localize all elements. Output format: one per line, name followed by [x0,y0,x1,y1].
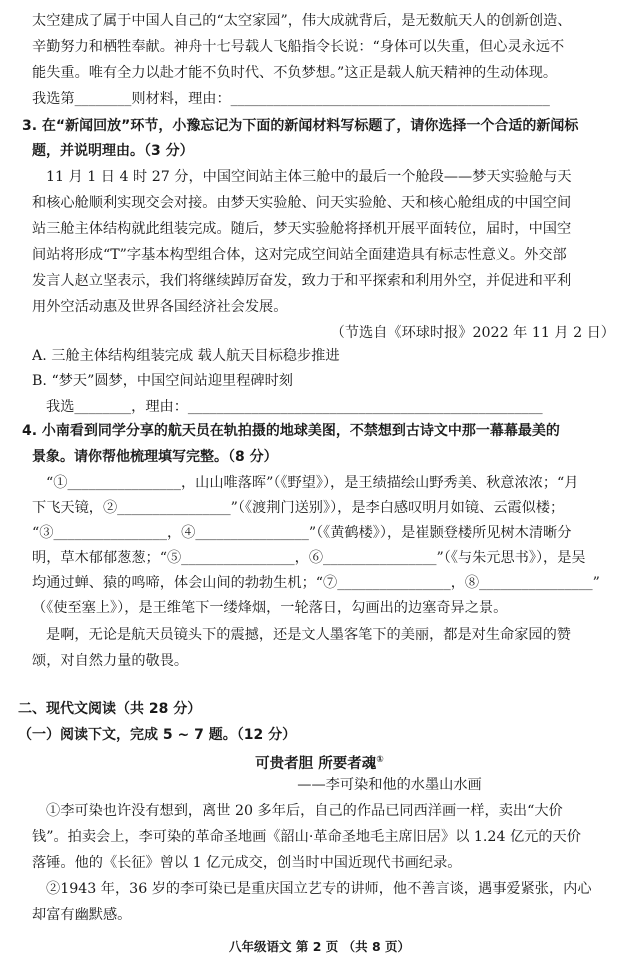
news-paragraph-line: 和核心舱顺利实现交会对接。由梦天实验舱、问天实验舱、天和核心舱组成的中国空间 [32,195,572,211]
poem-fill-line[interactable]: “③________________，④________________”（《黄鹤楼》），是崔颢登楼所见树木清晰分 [32,525,572,541]
option-a: A. 三舱主体结构组装完成 载人航天目标稳步推进 [32,348,340,364]
article-paragraph-line: ①李可染也许没有想到，离世 20 多年后，自己的作品已同西洋画一样，卖出“大价 [46,803,563,819]
news-paragraph-line: 用外空活动惠及世界各国经济社会发展。 [32,299,288,315]
news-source: （节选自《环球时报》2022 年 11 月 2 日） [330,325,615,341]
article-paragraph-line: 钱”。拍卖会上，李可染的革命圣地画《韶山·革命圣地毛主席旧居》以 1.24 亿元的天价 [32,829,581,845]
closing-line: 是啊，无论是航天员镜头下的震撼，还是文人墨客笔下的美丽，都是对生命家园的赞 [46,627,571,643]
news-paragraph-line: 站三舱主体结构就此组装完成。随后，梦天实验舱将择机开展平面转位，届时，中国空 [32,221,572,237]
option-b: B. “梦天”圆梦，中国空间站迎里程碑时刻 [32,373,293,389]
text-line: 太空建成了属于中国人自己的“太空家园”，伟大成就背后，是无数航天人的创新创造、 [32,13,572,29]
poem-fill-line: （《使至塞上》），是王维笔下一缕烽烟，一轮落日，勾画出的边塞奇异之景。 [32,600,508,616]
poem-fill-line[interactable]: 明，草木郁郁葱葱；“⑤________________，⑥________________”（《与朱元思书》），是吴 [32,550,586,566]
footnote-mark: ① [376,755,384,765]
article-paragraph-line: 落锤。他的《长征》曾以 1 亿元成交，创当时中国近现代书画纪录。 [32,855,462,871]
article-paragraph-line: 却富有幽默感。 [32,907,132,923]
poem-fill-line[interactable]: 均通过蝉、猿的鸣啼，体会山间的勃勃生机；“⑦________________，⑧________________” [32,575,600,591]
news-paragraph-line: 11 月 1 日 4 时 27 分，中国空间站主体三舱中的最后一个舱段——梦天实验舱与天 [46,169,572,185]
poem-fill-line[interactable]: 下飞天镜，②________________”（《渡荆门送别》），是李白感叹明月如镜、云霞似楼； [32,500,565,516]
section-subheading: （一）阅读下文，完成 5 ~ 7 题。（12 分） [18,727,297,743]
page-footer: 八年级语文 第 2 页 （共 8 页） [228,939,410,954]
text-line: 辛勤努力和栖牲奉献。神舟十七号载人飞船指令长说：“身体可以失重，但心灵永远不 [32,39,565,55]
article-subtitle: ——李可染和他的水墨山水画 [297,777,482,793]
question-3-title: 3. 在“新闻回放”环节，小豫忘记为下面的新闻材料写标题了，请你选择一个合适的新闻标 [22,118,579,134]
article-title [0,749,639,773]
article-paragraph-line: ②1943 年，36 岁的李可染已是重庆国立艺专的讲师，他不善言谈，遇事爱紧张，内心 [46,881,592,897]
text-line: 能失重。唯有全力以赴才能不负时代、不负梦想。”这正是载人航天精神的生动体现。 [32,65,558,81]
question-4-title: 景象。请你帮他梳理填写完整。（8 分） [32,449,278,465]
question-4-title: 4. 小南看到同学分享的航天员在轨拍摄的地球美图，不禁想到古诗文中那一幕幕最美的 [22,423,560,439]
article-title-text: 可贵者胆 所要者魂 [255,756,377,772]
closing-line: 颂，对自然力量的敬畏。 [32,653,189,669]
news-paragraph-line: 间站将形成“T”字基本构型组合体，这对完成空间站全面建造具有标志性意义。外交部 [32,247,567,263]
news-paragraph-line: 发言人赵立坚表示，我们将继续踔厉奋发，致力于和平探索和利用外空，并促进和平利 [32,273,572,289]
answer-line[interactable]: 我选第________则材料，理由：_____________________________________________ [32,91,550,107]
answer-line[interactable]: 我选________，理由：__________________________________________________ [46,399,543,415]
section-heading: 二、现代文阅读（共 28 分） [18,701,202,717]
question-3-title: 题，并说明理由。（3 分） [32,143,194,159]
poem-fill-line[interactable]: “①________________，山山唯落晖”（《野望》），是王绩描绘山野秀美、秋意浓浓；“月 [46,475,579,491]
